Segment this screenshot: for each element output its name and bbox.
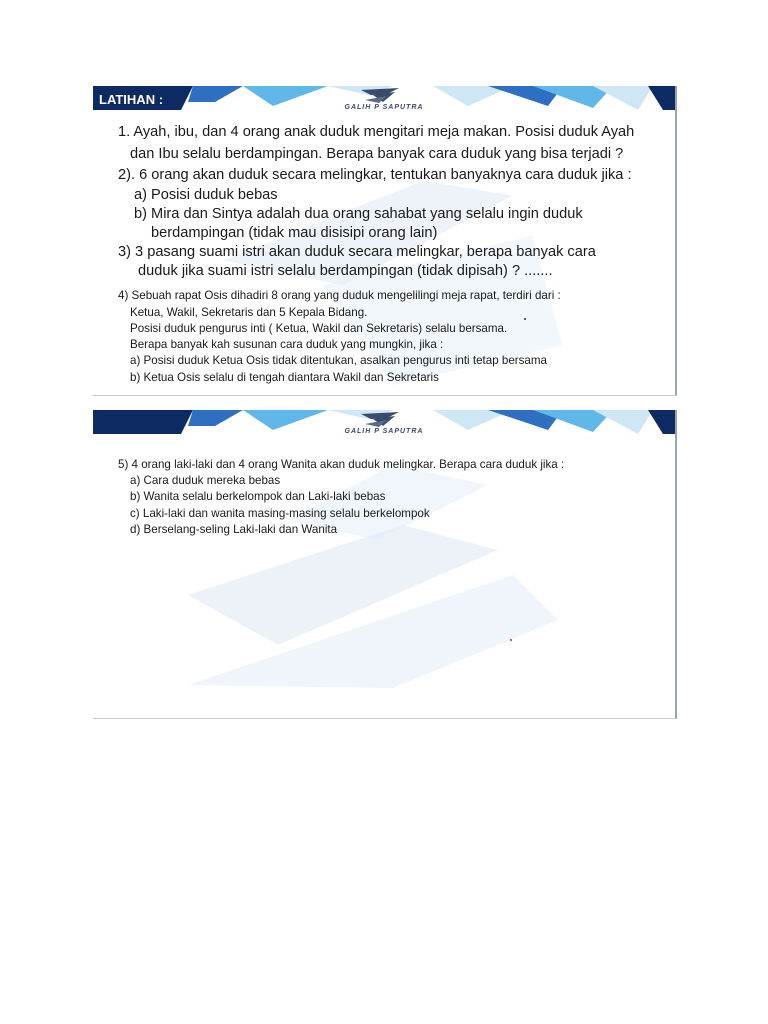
watermark-logo-graphic: [93, 410, 675, 718]
q2-option-b-line1: b) Mira dan Sintya adalah dua orang sahabat yang selalu ingin duduk: [134, 206, 583, 222]
stray-dot: [524, 318, 526, 320]
q3-line1: 3) 3 pasang suami istri akan duduk secara melingkar, berapa banyak cara: [118, 244, 596, 260]
q4-line2: Ketua, Wakil, Sekretaris dan 5 Kepala Bidang.: [130, 306, 368, 319]
q5-option-d: d) Berselang-seling Laki-laki dan Wanita: [130, 523, 338, 536]
latihan-badge: LATIHAN :: [99, 92, 164, 107]
q1-line2: dan Ibu selalu berdampingan. Berapa banyak cara duduk yang bisa terjadi ?: [130, 146, 624, 162]
slide-1: [93, 86, 677, 396]
q2-line1: 2). 6 orang akan duduk secara melingkar, tentukan banyaknya cara duduk jika :: [118, 167, 632, 183]
q4-line1: 4) Sebuah rapat Osis dihadiri 8 orang yang duduk mengelilingi meja rapat, terdiri dari :: [118, 289, 561, 302]
q5-option-a: a) Cara duduk mereka bebas: [130, 474, 281, 487]
q3-line2: duduk jika suami istri selalu berdampingan (tidak dipisah) ? .......: [138, 263, 553, 279]
logo-text: GALIH P SAPUTRA: [344, 104, 424, 111]
q4-option-b: b) Ketua Osis selalu di tengah diantara Wakil dan Sekretaris: [130, 371, 439, 384]
q4-line4: Berapa banyak kah susunan cara duduk yang mungkin, jika :: [130, 338, 444, 351]
logo-mark-icon: [329, 410, 439, 440]
logo-text: GALIH P SAPUTRA: [344, 428, 424, 435]
q2-option-a: a) Posisi duduk bebas: [134, 187, 278, 203]
q5-option-c: c) Laki-laki dan wanita masing-masing selalu berkelompok: [130, 507, 430, 520]
stray-red-dot: [510, 639, 512, 641]
q5-option-b: b) Wanita selalu berkelompok dan Laki-laki bebas: [130, 490, 386, 503]
q1-line1: 1. Ayah, ibu, dan 4 orang anak duduk mengitari meja makan. Posisi duduk Ayah: [118, 124, 635, 140]
q4-option-a: a) Posisi duduk Ketua Osis tidak ditentukan, asalkan pengurus inti tetap bersama: [130, 354, 547, 367]
q5-line1: 5) 4 orang laki-laki dan 4 orang Wanita akan duduk melingkar. Berapa cara duduk jika :: [118, 458, 565, 471]
logo-mark-icon: [329, 86, 439, 116]
q2-option-b-line2: berdampingan (tidak mau disisipi orang lain): [151, 225, 438, 241]
slide-2: [93, 410, 677, 719]
q4-line3: Posisi duduk pengurus inti ( Ketua, Wakil dan Sekretaris) selalu bersama.: [130, 322, 508, 335]
